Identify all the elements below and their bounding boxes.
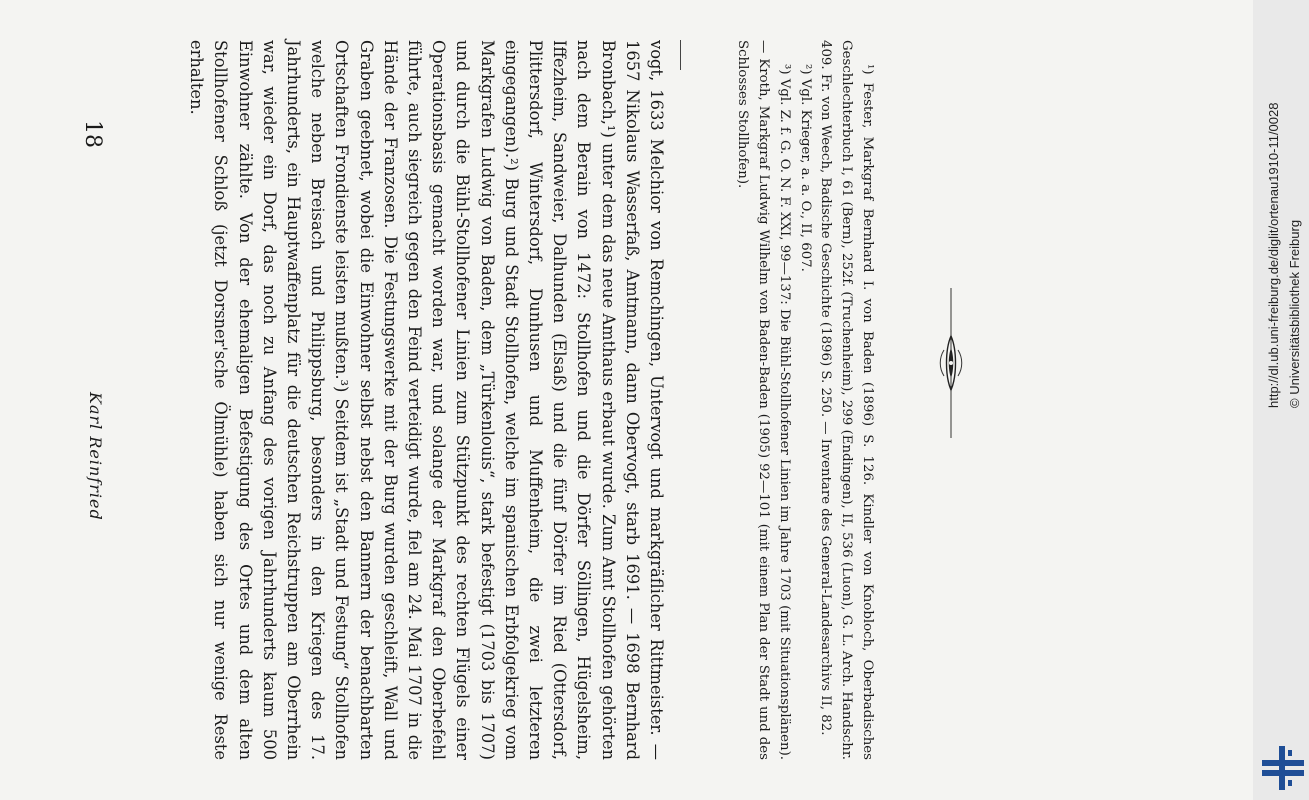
copyright-notice: © Universitätsbibliothek Freiburg <box>1287 219 1302 408</box>
ornament-divider-icon <box>935 288 967 438</box>
footnote-3: ³) Vgl. Z. f. G. O. N. F. XXI, 99—137: Die Bühl-Stollhofener Linien im Jahre 1703 (mit Situationsplänen). — Kroth, Markgraf Ludwig Wilhelm von Baden-Baden (1905) 92—101 (mit einem Plan der Stadt und des Schlosses Stollhofen). <box>735 40 792 760</box>
body-text <box>148 40 668 760</box>
footnote-1: ¹) Fester, Markgraf Bernhard I. von Baden (1896) S. 126. Kindler von Knobloch, Oberbadisches Geschlechterbuch I, 61 (Bern), 252f. (Truchenheim), 299 (Endingen), II, 536 (Luon), G. L. Arch. Handschr. 409. Fr. von Weech, Badische Geschichte (1896) S. 250. — Inventare des General-Landesarchivs II, 82. <box>818 40 875 760</box>
footnotes-container <box>697 40 877 760</box>
page-number: 18 <box>80 120 105 148</box>
document-url[interactable]: http://dl.ub.uni-freiburg.de/diglit/ortenau1910-11/0028 <box>1266 102 1281 408</box>
footnotes <box>697 40 877 760</box>
running-head: Karl Reinfried <box>86 392 105 521</box>
footnote-2: ²) Vgl. Krieger, a. a. O., II, 607. <box>797 64 813 272</box>
footnote-rule <box>680 40 681 70</box>
body-paragraph: vogt, 1633 Melchior von Remchingen, Untervogt und markgräflicher Rittmeister. — 1657 Nikolaus Wasserfaß, Amtmann, dann Obervogt, starb 1691. — 1698 Bernhard Bronbach,¹) unter dem das neue Amthaus erbaut wurde. Zum Amt Stollhofen gehörten nach dem Berain von 1472: Stollhofen und die Dörfer Söllingen, Hügelsheim, Iffezheim, Sandweier, Dalhunden (Elsaß) und die fünf Dörfer im Ried (Ottersdorf, Plittersdorf, Wintersdorf, Dunhusen und Muffenheim, die zwei letzteren eingegangen).²) Burg und Stadt Stollhofen, welche im spanischen Erbfolgekrieg vom Markgrafen Ludwig von Baden, dem „Türkenlouis“, stark befestigt (1703 bis 1707) und durch die Bühl-Stollhofener Linien zum Stützpunkt des rechten Flügels einer Operationsbasis gemacht worden war, und solange der Markgraf den Oberbefehl führte, auch siegreich gegen den Feind verteidigt wurde, fiel am 24. Mai 1707 in die Hände der Franzosen. Die Festungswerke mit der Burg wurden geschleift, Wall und Graben geebnet, wobei die Einwohner selbst nebst den Bannern der benachbarten Ortschaften Frondienste leisten mußten.³) Seitdem ist „Stadt und Festung“ Stollhofen welche neben Breisach und Philippsburg, besonders in den Kriegen des 17. Jahrhunderts, ein Hauptwaffenplatz für die deutschen Reichstruppen am Oberrhein war, wieder ein Dorf, das noch zu Anfang des vorigen Jahrhunderts kaum 500 Einwohner zählte. Von der ehemaligen Befestigung des Ortes und dem alten Stollhofener Schloß (jetzt Dorsner'sche Ölmühle) haben sich nur wenige Reste erhalten. <box>187 40 666 760</box>
body-text-container <box>148 40 668 760</box>
page-header <box>75 0 105 780</box>
ub-freiburg-logo-icon <box>1262 746 1304 790</box>
